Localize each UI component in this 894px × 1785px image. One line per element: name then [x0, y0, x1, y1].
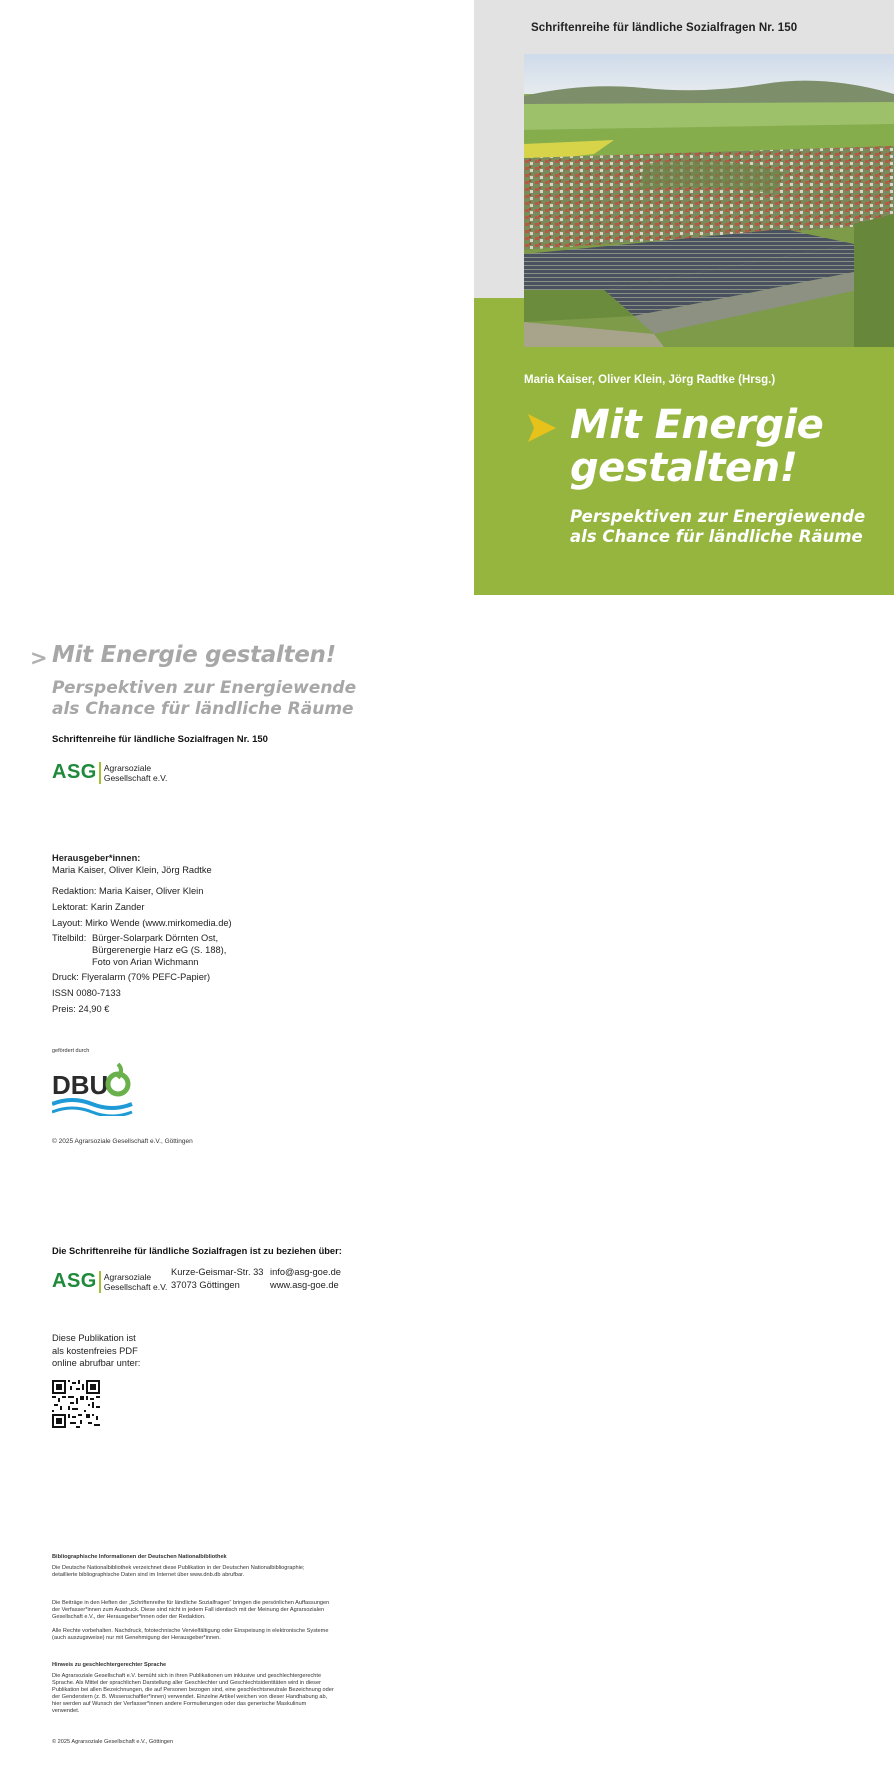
- contact-block: [270, 1266, 341, 1292]
- beitraege-line-1: Die Beiträge in den Heften der „Schriftenreihe für ländliche Sozialfragen“ bringen die persönlichen Auffassungen: [52, 1600, 330, 1606]
- pdf-notice-line-1: Diese Publikation ist: [52, 1333, 136, 1343]
- cover-title-line-2: gestalten!: [570, 445, 798, 491]
- chevron-right-icon: [524, 410, 560, 446]
- titelbild-line-1: Bürger-Solarpark Dörnten Ost,: [92, 933, 219, 943]
- cover-subtitle-line-2: als Chance für ländliche Räume: [570, 527, 863, 546]
- imprint-subtitle: [52, 678, 372, 720]
- cover-title-line-1: Mit Energie: [570, 402, 824, 448]
- fineprint-copyright: © 2025 Agrarsoziale Gesellschaft e.V., Göttingen: [52, 1739, 174, 1745]
- preis-line: Preis: 24,90 €: [52, 1004, 110, 1014]
- asg-logo-text: [104, 1272, 167, 1292]
- address-city: 37073 Göttingen: [171, 1280, 240, 1290]
- cover-subtitle: [570, 507, 890, 547]
- asg-logo-letters: ASG: [52, 761, 97, 783]
- address-street: Kurze-Geismar-Str. 33: [171, 1267, 264, 1277]
- sprache-line-5: hier werden auf Wunsch der Verfasser*innen andere Formulierungen oder das generische Maskulinum: [52, 1701, 307, 1707]
- sprache-line-6: verwendet.: [52, 1708, 80, 1714]
- dbu-logo-icon: [52, 1060, 134, 1116]
- cover-series-title: Schriftenreihe für ländliche Sozialfragen Nr. 150: [531, 22, 798, 34]
- language-notice-block: [52, 1662, 382, 1715]
- asg-logo-line-1: Agrarsoziale: [103, 762, 152, 773]
- contact-web[interactable]: www.asg-goe.de: [270, 1280, 339, 1290]
- titelbild-block: [52, 932, 226, 968]
- beitraege-line-3: Gesellschaft e.V., der Herausgeber*innen oder der Redaktion.: [52, 1614, 206, 1620]
- sprache-line-4: der Genderstern (z. B. Wissenschaftler*innen) verwendet. Einzelne Artikel weichen von dieser Handhabung ab,: [52, 1694, 328, 1700]
- funded-by-label: gefördert durch: [52, 1048, 90, 1054]
- rechte-line-1: Alle Rechte vorbehalten. Nachdruck, fototechnische Vervielfältigung oder Einspeisung in elektronische Systeme: [52, 1628, 329, 1634]
- imprint-subtitle-line-2: als Chance für ländliche Räume: [52, 699, 354, 719]
- cover-photo-solar-park: [524, 54, 894, 347]
- layout-line: Layout: Mirko Wende (www.mirkomedia.de): [52, 918, 232, 928]
- cover-authors: Maria Kaiser, Oliver Klein, Jörg Radtke (Hrsg.): [524, 374, 776, 386]
- asg-logo-text: [104, 763, 167, 783]
- asg-logo: [52, 761, 167, 784]
- pdf-notice-line-3: online abrufbar unter:: [52, 1358, 141, 1368]
- titelbild-line-3: Foto von Arian Wichmann: [92, 957, 199, 967]
- cover-panel: [474, 0, 894, 595]
- qr-code-icon[interactable]: [52, 1380, 100, 1428]
- asg-logo-bar: [99, 762, 101, 784]
- address-block: [171, 1266, 263, 1292]
- contact-email[interactable]: info@asg-goe.de: [270, 1267, 341, 1277]
- imprint-copyright: © 2025 Agrarsoziale Gesellschaft e.V., Göttingen: [52, 1138, 193, 1145]
- dbu-logo-block: [52, 1048, 134, 1121]
- disclaimer-block: [52, 1600, 382, 1621]
- redaktion-line: Redaktion: Maria Kaiser, Oliver Klein: [52, 886, 204, 896]
- editors-heading: Herausgeber*innen:: [52, 853, 141, 863]
- asg-logo-small: [52, 1270, 167, 1293]
- asg-logo-line-1: Agrarsoziale: [103, 1271, 152, 1282]
- cover-subtitle-line-1: Perspektiven zur Energiewende: [570, 507, 866, 526]
- sprache-line-1: Die Agrarsoziale Gesellschaft e.V. bemüht sich in ihren Publikationen um inklusive und geschlechtergerechte: [52, 1673, 322, 1679]
- rechte-line-2: (auch auszugsweise) nur mit Genehmigung der Herausgeber*innen.: [52, 1635, 221, 1641]
- asg-logo-letters: ASG: [52, 1270, 97, 1292]
- druck-line: Druck: Flyeralarm (70% PEFC-Papier): [52, 972, 211, 982]
- issn-line: ISSN 0080-7133: [52, 988, 121, 998]
- asg-logo-line-2: Gesellschaft e.V.: [103, 772, 168, 783]
- sprache-heading: Hinweis zu geschlechtergerechter Sprache: [52, 1662, 167, 1668]
- asg-logo-bar: [99, 1271, 101, 1293]
- biblio-line-1: Die Deutsche Nationalbibliothek verzeichnet diese Publikation in der Deutschen Nationalbibliographie;: [52, 1565, 305, 1571]
- asg-logo-line-2: Gesellschaft e.V.: [103, 1281, 168, 1292]
- distribution-heading: Die Schriftenreihe für ländliche Sozialfragen ist zu beziehen über:: [52, 1246, 342, 1256]
- imprint-series: Schriftenreihe für ländliche Sozialfragen Nr. 150: [52, 734, 268, 745]
- biblio-block: [52, 1554, 382, 1579]
- cover-title: [570, 404, 880, 490]
- beitraege-line-2: der Verfasser*innen zum Ausdruck. Diese sind nicht in jedem Fall identisch mit der Meinung der Agrarsozialen: [52, 1607, 325, 1613]
- rights-block: [52, 1628, 382, 1642]
- editors-names: Maria Kaiser, Oliver Klein, Jörg Radtke: [52, 865, 212, 875]
- dbu-logo-letters: DBU: [52, 1070, 109, 1100]
- pdf-notice: [52, 1332, 140, 1370]
- imprint-subtitle-line-1: Perspektiven zur Energiewende: [52, 678, 357, 698]
- chevron-right-icon: >: [30, 646, 48, 670]
- pdf-notice-line-2: als kostenfreies PDF: [52, 1345, 138, 1356]
- titelbild-line-2: Bürgerenergie Harz eG (S. 188),: [92, 945, 227, 955]
- sprache-line-3: Publikation bei allen Bezeichnungen, die auf Personen bezogen sind, eine geschlechtsneutrale Bezeichnung oder: [52, 1687, 334, 1693]
- titelbild-text: [92, 932, 226, 968]
- imprint-title: Mit Energie gestalten!: [52, 642, 336, 668]
- sprache-line-2: Sprache. Als Mittel der sprachlichen Darstellung aller Geschlechter und Geschlechtsidentitäten wird in dieser: [52, 1680, 321, 1686]
- editors-block: [52, 852, 212, 876]
- biblio-heading: Bibliographische Informationen der Deutschen Nationalbibliothek: [52, 1554, 227, 1560]
- lektorat-line: Lektorat: Karin Zander: [52, 902, 145, 912]
- titelbild-label: Titelbild:: [52, 933, 87, 943]
- biblio-line-2: detaillierte bibliographische Daten sind im Internet über www.dnb.db abrufbar.: [52, 1572, 245, 1578]
